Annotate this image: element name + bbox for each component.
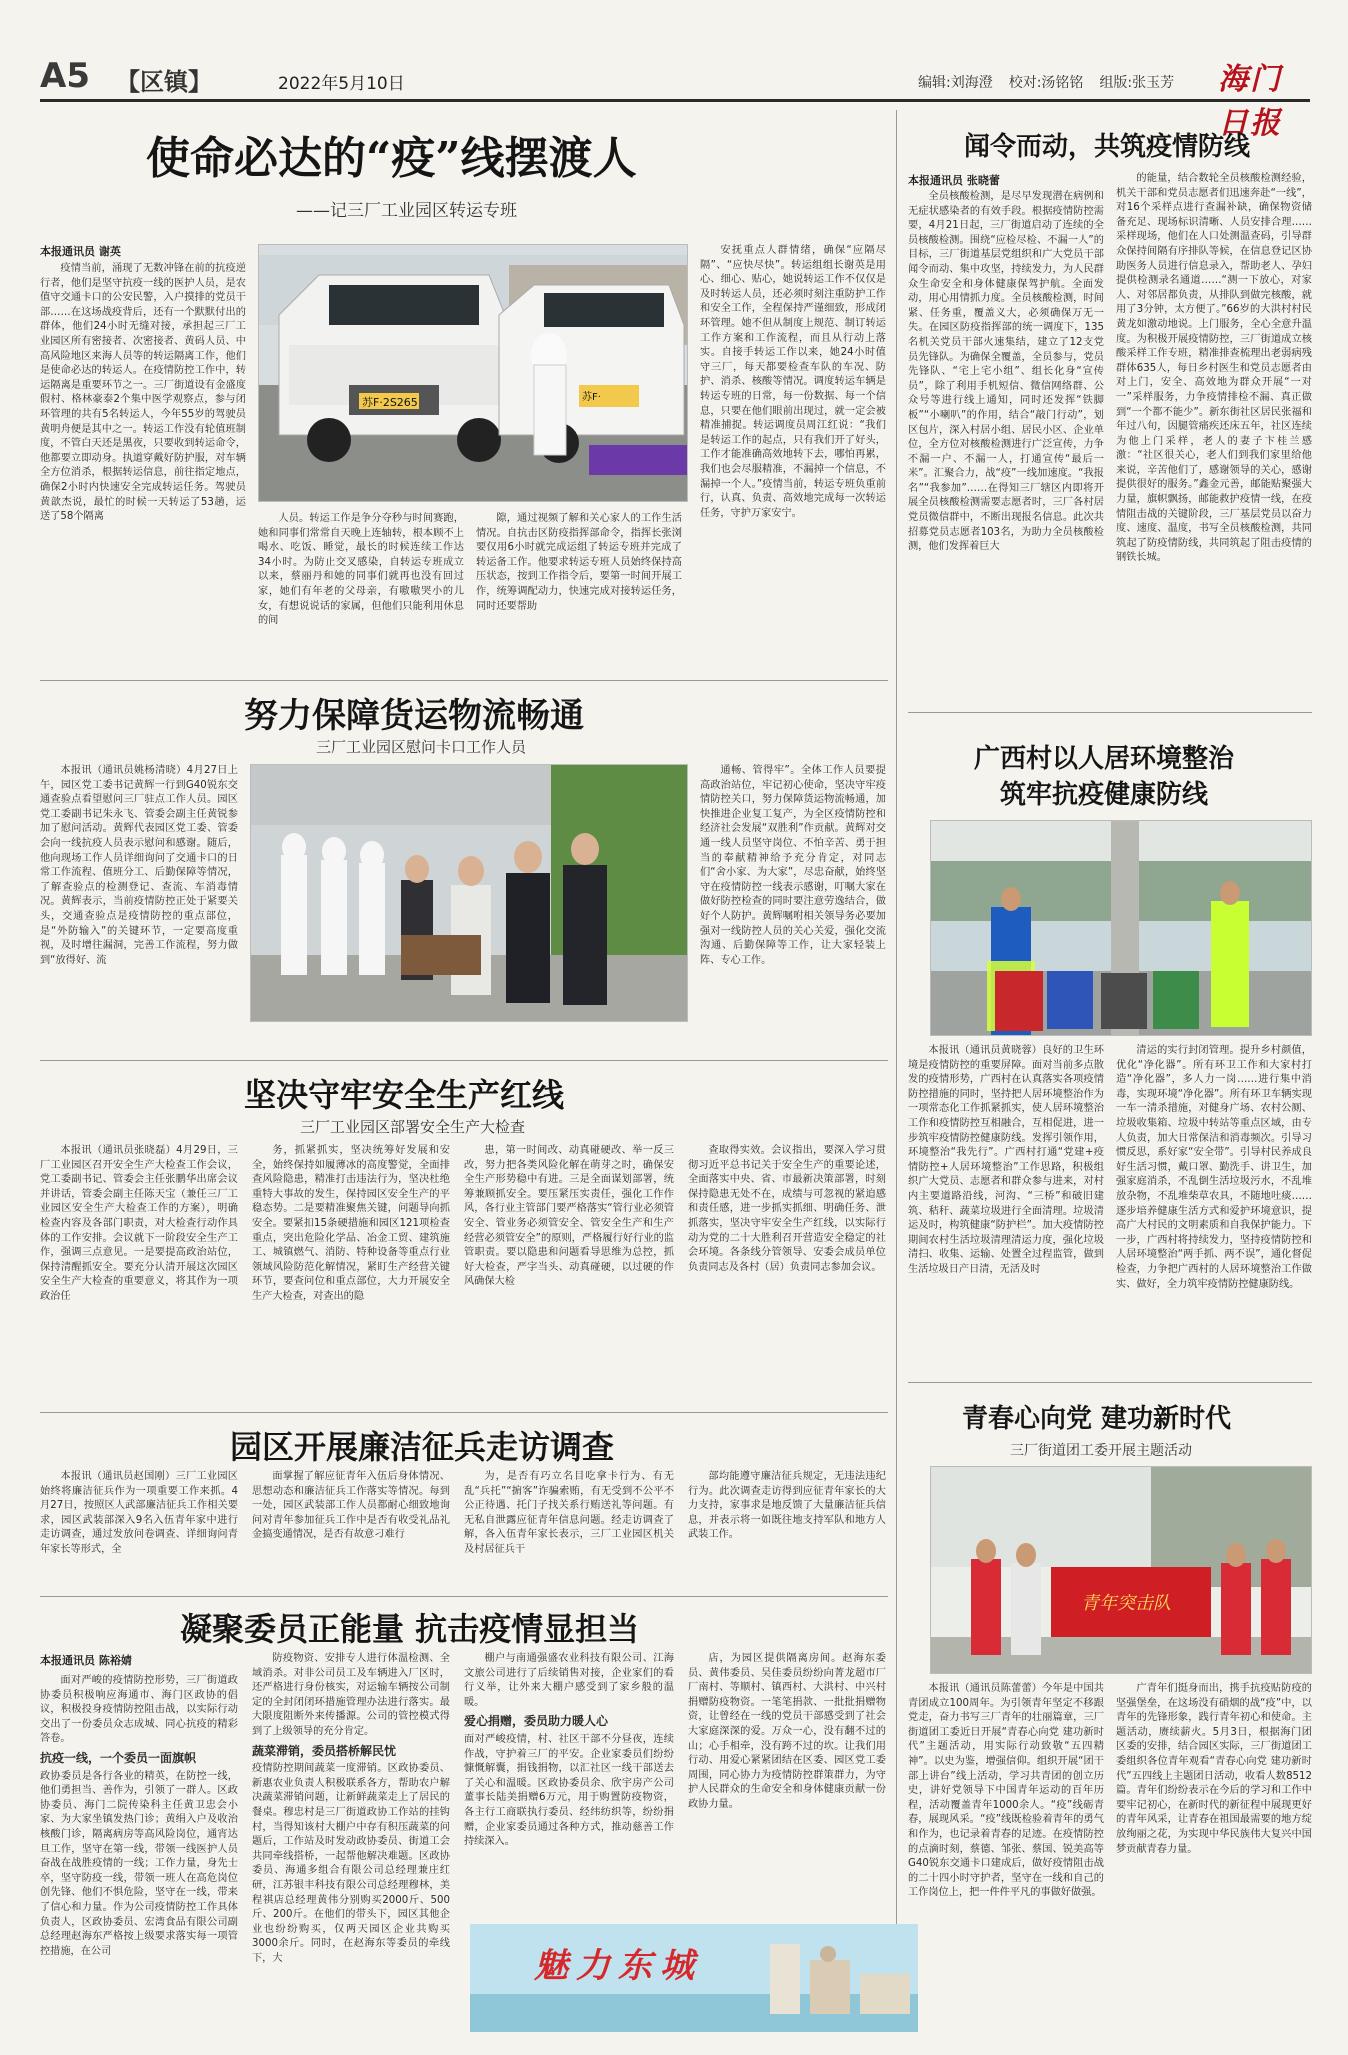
checkpoint-scene-image <box>251 765 688 1022</box>
a1-plate-text: 苏F·2S265 <box>362 396 418 409</box>
promo-banner <box>470 1924 918 2032</box>
ambulance-scene-image <box>259 245 688 502</box>
a5-col3-intro: 棚户与南通强盛农业科技有限公司、江海文旅公司进行了后续销售对接，企业家们的看行义举，让外来大棚户感受到了家乡般的温暖。 <box>464 1653 674 1708</box>
b2-title-line1: 广西村以人居环境整治 <box>974 744 1235 774</box>
a3-subtitle: 三厂工业园区部署安全生产大检查 <box>300 1118 526 1136</box>
staff-credits <box>918 72 1174 92</box>
a4-title: 园区开展廉洁征兵走访调查 <box>230 1428 615 1466</box>
a5-col2-body: 疫情防控期间蔬菜一度滞销。区政协委员、新惠农业负责人积极联系各方，帮助农户解决蔬菜滞销问题，让新鲜蔬菜走上了居民的餐桌。穆忠村是三厂街道政协工作站的挂钩村，当得知该村大棚户中存有积压蔬菜的问题后，工作站及时发动政协委员、街道工会共同牵线搭桥，一起帮他解决难题。区政协委员、海通多组合有限公司总经理兼庄红研，江苏银丰科技有限公司总经理穆林，美程祺店总经理黄伟分别购买2000斤、500斤、200斤。在他们的带头下，园区其他企业也纷纷购买，仅两天园区企业共购买3000余斤。同时，在赵海东等委员的牵线下，大 <box>252 1763 450 1964</box>
a1-body-col3: 隙，通过视频了解和关心家人的工作生活情况。自抗击区防疫指挥部命令，指挥长张浏要仅用6小时就完成运组了转运专班并完成了转运备工作。他要求转运专班人员始终保持高压状态，按到工作指令后，要第一时间开展工作，统筹调配动力，快速完成对接转运任务，同时还要帮助 <box>476 513 682 612</box>
section-name: 【区镇】 <box>116 68 212 96</box>
b3-banner-text: 青年突击队 <box>1081 1593 1171 1614</box>
a1-byline: 本报通讯员 谢英 <box>40 245 121 258</box>
a1-body-col2: 人员。转运工作是争分夺秒与时间赛跑，她和同事们常常自天晚上连轴转，根本顾不上喝水、吃饭、睡觉，最长的时候连续工作达34小时。为防止交叉感染，自转运专班成立以来，蔡丽丹和她的同事们就再也没有回过家，她们有年老的父母亲，有嗷嗷哭小的儿女，有想说说话的家属，但他们只能利用休息的间 <box>258 513 464 627</box>
b2-photo-sanitation <box>930 820 1312 1036</box>
a3-bottom-rule <box>40 1412 888 1413</box>
b3-subtitle: 三厂街道团工委开展主题活动 <box>1010 1443 1192 1459</box>
a5-col3-body: 面对严峻疫情，村、社区干部不分昼夜，连续作战，守护着三厂的平安。企业家委员们纷纷慷慨解囊，捐钱捐物，以汇社区一线干部送去了关心和温暖。区政协委员余、欣宇房产公司董事长陆美捐赠6万元，用于购置防疫物资，各主行工商联执行委员、经纬纺织等，纷纷捐赠，企业家委员通过各种方式，推动慈善工作持续深入。 <box>464 1733 674 1848</box>
a5-col1-intro: 面对严峻的疫情防控形势，三厂街道政协委员积极响应海通市、海门区政协的倡议，积极投身疫情防控阻击战，以实际行动交出了一份委员众志成城、同心抗疫的精彩答卷。 <box>40 1675 238 1745</box>
b2-title-line2: 筑牢抗疫健康防线 <box>1000 780 1209 810</box>
a1-body-col1: 疫情当前，涌现了无数冲锋在前的抗疫逆行者，他们是坚守抗疫一线的医护人员，是农值守交通卡口的公安民警，入户摸排的党员干部……在这场战疫背后，还有一个默默付出的群体，他们24小时无缝对接，承担起三厂工业园区所有密接者、次密接者、黄码人员、中高风险地区来海人员等的转运隔离工作，他们是使命必达的转运人。在疫情防控工作中，转运隔离是重要环节之一。三厂街道设有金盛度假村、格林豪泰2个集中医学观察点，参与闭环管理的共有5名转运人，今年55岁的驾驶员黄明舟便是其中之一。转运工作没有轮值班制度，不管白天还是黑夜，只要收到转运命令，他都要立即动身。执道穿戴好防护服，对车辆全方位消杀，根据转运信息，前往指定地点，确保2小时内快速安全完成转运任务。驾驶员黄歆杰说，最忙的时候一天转运了53趟，运送了58个隔离 <box>40 263 246 523</box>
a1-plate-text-2: 苏F· <box>582 392 601 403</box>
a5-subhead-2: 蔬菜滞销，委员搭桥解民忧 <box>252 1743 397 1758</box>
a2-body-col2: 通畅、管得牢”。全体工作人员要提高政治站位，牢记初心使命，坚决守牢疫情防控关口，努力保障货运物流畅通，加快推进企业复工复产，为全区疫情防控和经济社会发展“双胜利”作贡献。黄辉对交通一线人员坚守岗位、不怕辛苦、勇于担当的奉献精神给予充分肯定，对同志们“舍小家、为大家”，尽忠奋献，始终坚守在疫情防控一线表示感谢，叮嘱大家在做好防控检查的同时要注意劳逸结合，做好个人防护。黄辉嘱咐相关领导务必要加强对一线防控人员的关心关爱，强化交流沟通、后勤保障等工作，让大家轻装上阵、专心工作。 <box>700 765 886 966</box>
b2-body-col1: 本报讯（通讯员黄晓蓉）良好的卫生环境是疫情防控的重要屏障。面对当前多点散发的疫情形势，广西村在认真落实各项疫情防控措施的同时，坚持把人居环境整治作为一项常态化工作抓紧抓实，使人居环境整治工作和疫情防控互相融合，互相促进，进一步筑牢疫情防控健康防线。发挥引领作用，环境整治“我先行”。广西村打通“党建+疫情防控+人居环境整治”工作思路，积极组织广大党员、志愿者和群众参与进来，对村内主要道路沿线，河沟、“三桥”和破旧建筑、秸秆、蔬菜垃圾进行全面清理。垃圾清运及时，构筑健康“防护栏”。加大疫情防控期间农村生活垃圾清理清运力度，强化垃圾清扫、收集、运输、处置全过程监管，做到生活垃圾日产日清，无活及时 <box>908 1045 1104 1275</box>
a2-title: 努力保障货运物流畅通 <box>244 696 584 736</box>
a5-col1-body: 政协委员是各行各业的精英，在防控一线，他们勇担当、善作为，引领了一群人。区政协委员、海门二院传染科主任黄卫忠会小家、为大家坐镇发热门诊；黄绢入户及收治核酸门诊，隔离病房等高风险岗位，通宵达旦工作，坚守在第一线，带领一线医护人员奋战在战胜疫情的一线；工作力量，身先士卒，坚守防疫一线，带领一班人在高危岗位创先锋、他们不惧危险，坚守在一线，带来了信心和力量。作为公司疫情防控工作具体负责人，区政协委员、宏湾食品有限公司副总经理赵海东严格按上级要求落实每一项管控措施，在公司 <box>40 1770 238 1957</box>
a4-body-col4: 部均能遵守廉洁征兵规定，无违法违纪行为。此次调查走访得到应征青年家长的大力支持，家事求是地反馈了大量廉洁征兵信息，并表示将一如既往地支持军队和地方人武装工作。 <box>688 1471 886 1541</box>
a3-body-col2: 务，抓紧抓实，坚决统筹好发展和安全，始终保持如履薄冰的高度警觉，全面排查风险隐患，精准打击违法行为，坚决杜绝重特大事故的发生，保持园区安全生产的平稳态势。二是要精准聚焦关键，问题导向抓安全。要紧扣15条硬措施和园区121项检查重点，突出危险化学品、冶金工贸、建筑施工、城镇燃气、消防、特种设备等重点行业领域风险防范化解情况，紧盯生产经营关键环节，要查问位和重点部位，大力开展安全生产大检查，对查出的隐 <box>252 1145 450 1302</box>
a5-body-col4: 店，为园区提供隔离房间。赵海东委员、黄伟委员、吴佳委员纷纷向菁龙超市厂厂南村、等顺村、镇西村、大洪村、中兴村捐赠防疫物资。一笔笔捐款、一批批捐赠物资，让曾经在一线的党员干部感受到了社会大家庭深深的爱。万众一心，没有翻不过的山；心手相牵，没有跨不过的坎。让我们用行动、用爱心紧紧团结在区委、园区党工委周围，同心协力为疫情防控群策群力，为守护人民群众的生命安全和身体健康贡献一份政协力量。 <box>688 1653 886 1810</box>
proof-credit: 校对:汤铭铭 <box>1008 75 1084 91</box>
b1-bottom-rule <box>908 712 1312 713</box>
page-number: A5 <box>40 56 90 96</box>
promo-text: 魅力东城 <box>534 1946 702 1986</box>
a5-subhead-3: 爱心捐赠，委员助力暖人心 <box>464 1714 609 1729</box>
b1-title: 闻令而动，共筑疫情防线 <box>964 132 1251 162</box>
b3-body-col2: 广青年们挺身而出，携手抗疫贴防疫的坚强堡垒，在这场没有硝烟的战“疫”中，以青年的先锋形象，践行青年初心和使命。主题活动，赓续薪火。5月3日，根据海门团区委的安排，结合园区实际，三厂街道团工委组织各位青年观看“青春心向党 建功新时代”五四线上主题团日活动，收看人数8512篇。青年们纷纷表示在今后的学习和工作中要牢记初心，在新时代的新征程中展现更好的青年风采，让青春在祖国最需要的地方绽放绚丽之花，为实现中华民族伟大复兴中国梦贡献青春力量。 <box>1116 1683 1312 1855</box>
a5-byline: 本报通讯员 陈裕婧 <box>40 1654 132 1667</box>
a1-bottom-rule <box>40 680 888 681</box>
column-divider <box>896 110 897 2030</box>
a3-body-col3: 患，第一时间改、动真碰硬改、举一反三改，努力把各类风险化解在萌芽之时，确保安全生产形势稳中有进。三是全面谋划部署，统筹兼顾抓安全。要压紧压实责任，强化工作作风，各行业主管部门要严格落实“管行业必须管安全、管业务必须管安全、管安全生产和生产经营必须管安全”的原则，严格履行好行业的监管职责。要以隐患和问题看导思维为总控，抓好大检查，严字当头、动真碰硬，以过硬的作风确保大检 <box>464 1145 674 1288</box>
issue-date: 2022年5月10日 <box>278 74 405 94</box>
b3-title: 青春心向党 建功新时代 <box>962 1404 1232 1434</box>
a5-col2-intro: 防疫物资、安排专人进行体温检测、全域消杀。对非公司员工及车辆进入厂区时，还严格进行身份核实，对运输车辆按公司制定的全封闭闭环措施管理办法进行落实。最大限度阻断外来传播源。公司的管控模式得到了上级领导的充分肯定。 <box>252 1653 450 1737</box>
a2-subtitle: 三厂工业园区慰问卡口工作人员 <box>316 738 527 756</box>
a2-bottom-rule <box>40 1060 888 1061</box>
a5-body-col2 <box>252 1652 450 2028</box>
b3-photo-youth-team <box>930 1466 1312 1674</box>
a4-body-col3: 为，是否有巧立名目吃拿卡行为、有无乱“兵托”“掮客”诈骗索贿，有无受到不公平不公正待遇、托门子找关系行贿送礼等问题。有无私自泄露应征青年信息问题。经走访调查了解，各入伍青年家长表示，三厂工业园区机关及村居征兵干 <box>464 1471 674 1555</box>
b1-body-col2: 的能量，结合数轮全员核酸检测经验，机关干部和党员志愿者们迅速奔赴“一线”，对16个采样点进行查漏补缺，确保物资储备充足、现场标识清晰、人员安排合理……采样现场，他们在人口处测温查码，引导群众保持间隔有序排队等候，在信息登记区协助医务人员进行信息录入，帮助老人、孕妇提供检测录名通道……“测一下放心，对家人、对邻居都负责，从排队到做完核酸，就用了3分钟，太方便了。”66岁的大洪村村民黄龙如激动地说。上门服务，全心全意升温度。为积极开展疫情防控，三厂街道成立核酸采样工作专班，精准排查梳理出老弱病残群体635人，每日乡村医生和党员志愿者由对上门，安全、高效地为群众开展“一对一”采样服务，力争疫情排检不漏、真正做到“一个都不能少”。新东街社区居民张福和年过八旬，因腿管痛疾还床五年，社区连续为他上门采样，老人的妻子卞桂兰感激：“社区很关心，老人们到我们家里给他来说，辛苦他们了，感谢领导的关心，感谢提供很好的服务。”鑫金元善，邮能贴聚强大力量，旗帜飘扬，邮能救护疫情一线，在疫情阻击战的关键阶段，三厂基层党员以奋力度、速度、温度，书写全员核酸检测，共同筑起了防疫情防线，共同筑起了阻击疫情的钢铁长城。 <box>1116 173 1312 564</box>
b3-body-col1: 本报讯（通讯员陈蕾蕾）今年是中国共青团成立100周年。为引领青年坚定不移跟党走，奋力书写三厂青年的壮丽篇章，三厂街道团工委近日开展“青春心向党 建功新时代”主题活动，用实际行动致敬“五四精神”。以史为鉴，增强信仰。组织开展“团干部上讲台”线上活动，学习共青团的创立历史，讲好党领导下中国青年运动的百年历程，活动覆盖青年1000余人。“疫”线砺青春，展现风采。“疫”线既检验着青年的勇气和作为，也记录着青春的足迹。在疫情防控的点滴时刻，蔡德、邹张、蔡国、锐美高等G40锐东交通卡口建成后，做好疫情阻击战的二十四小时守护者，坚守在一线和自己的工作岗位上，把一件件平凡的事做好做强。 <box>908 1683 1104 1899</box>
a4-bottom-rule <box>40 1596 888 1597</box>
b2-body-col2: 清运的实行封闭管理。提升乡村颜值，优化“净化器”。所有环卫工作和大家村打造“净化器”，多人力一岗……进行集中消毒，实现环境“净化器”。所有环卫车辆实现一车一清杀措施，对健身广场、农村公厕、垃圾收集箱、垃圾中转站等重点区域，由专人负责，加大日常保洁和消毒频次。引导习惯反思，系好家“安全带”。引导村民养成良好生活习惯，戴口罩、勤洗手、讲卫生，加强家庭消杀，不乱倒生活垃圾污水，不乱堆放杂物，不乱堆柴草农具，不随地吐痰……逐步培养健康生活方式和爱护环境意识，提高广大村民的文明素质和自我保护能力。下一步，广西村将持续发力，坚持疫情防控和人居环境整治“两手抓、两不误”，通化督促检查，力争把广西村的人居环境整治工作做实、做好，全力筑牢疫情防控健康防线。 <box>1116 1045 1312 1290</box>
a2-photo-checkpoint <box>250 764 688 1022</box>
a5-subhead-1: 抗疫一线，一个委员一面旗帜 <box>40 1750 197 1765</box>
a4-body-col2: 面掌握了解应征青年入伍后身体情况、思想动态和廉洁征兵工作落实等情况。每到一处，园区武装部工作人员都耐心细致地询问对青年参加征兵工作中是否有收受礼品礼金搞变通情况，是否有故意刁难行 <box>252 1471 450 1541</box>
newspaper-logo: 海门日报 <box>1218 62 1282 141</box>
sanitation-scene-image <box>931 821 1312 1036</box>
a1-subtitle: ——记三厂工业园区转运专班 <box>296 201 517 221</box>
design-credit: 组版:张玉芳 <box>1099 75 1175 91</box>
b1-byline: 本报通讯员 张晓蕾 <box>908 174 1000 187</box>
a3-body-col1: 本报讯（通讯员张晓磊）4月29日，三厂工业园区召开安全生产大检查工作会议，党工委副书记、管委会主任张鹏华出席会议并讲话，管委会副主任陈天宝（兼任三厂工业园区安全生产大检查工作的方案），明确检查内容及各部门职责，对大检查行动作具体的工作安排。会议就下一阶段安全生产工作，强调三点意见。一是要提高政治站位，保持清醒抓安全。要充分认清开展这次园区安全生产大检查的重要意义，将其作为一项政治任 <box>40 1145 238 1302</box>
a5-title: 凝聚委员正能量 抗击疫情显担当 <box>180 1610 640 1648</box>
a2-body-col1: 本报讯（通讯员姚杨清晓）4月27日上午，园区党工委书记黄辉一行到G40锐东交通查验点看望慰问三厂驻点工作人员。园区党工委副书记朱永飞、管委会副主任黄锐参加了慰问活动。黄辉代表园区党工委、管委会向一线抗疫人员表示慰问和感谢。随后，他向现场工作人员详细询问了交通卡口的日常工作流程、值班分工、后勤保障等情况，了解查验点的检测登记、查流、车消毒情况。黄辉表示，当前疫情防控正处于紧要关头，交通查验点是疫情防控的重点部位，是“外防输入”的关键环节，一定要高度重视，及时增往漏洞，完善工作流程，努力做到“放得好、流 <box>40 765 238 966</box>
b2-bottom-rule <box>908 1382 1312 1383</box>
a5-body-col3 <box>464 1652 674 1914</box>
a5-body-col1 <box>40 1674 238 2028</box>
a3-title: 坚决守牢安全生产红线 <box>244 1076 565 1114</box>
a1-body-col4: 安抚重点人群情绪，确保“应隔尽隔”、“应快尽快”。转运组组长谢英是用心、细心、贴心，她说转运工作不仅仅是及时转运人员，还必须时刻注重防护工作和安全工作，全程保持严谨细致，形成闭环管理。她不但从制度上规范、制订转运工作方案和工作流程，而且从行动上落实。自接手转运工作以来，她24小时值守三厂，每天都要检查车队的车况、防护、消杀、核酸等情况。调度转运车辆是转运专班的日常，每一份数据、每一个信息，只要在他们眼前出现过，就一定会被精准捕捉。转运调度员周江红说：“我们是转运工作的起点，只有我们开了好头，工作才能准确高效地转下去，哪怕再累，我们也会尽服精准，不漏掉一个信息，不漏掉一个人。”疫情当前，转运专班负重前行，认真、负责、高效地完成每一次转运任务，守护万家安宁。 <box>700 245 886 519</box>
a3-body-col4: 查取得实效。会议指出，要深入学习贯彻习近平总书记关于安全生产的重要论述，全面落实中央、省、市最新决策部署，时刻保持隐患无处不在，成绩与可忽视的紧迫感和责任感，进一步抓实抓细、明确任务、泄抓落实，坚决守牢安全生产红线，以实际行动为党的二十大胜利召开营造安全稳定的社会环境。各条线分管领导、安委会成员单位负责同志及各村（居）负责同志参加会议。 <box>688 1145 886 1273</box>
masthead <box>40 52 1310 141</box>
b1-body-col1: 全员核酸检测，是尽早发现潜在病例和无症状感染者的有效手段。根据疫情防控需要，4月21日起，三厂街道启动了连续的全员核酸检测。围绕“应检尽检、不漏一人”的目标，三厂街道基层党组织和广大党员干部闻令而动、集中攻坚，持续发力，为人民群众生命安全和身体健康保驾护航。全面发动，用心用情抓力度。全员核酸检测，时间紧、任务重，覆盖义大，必须确保万无一失。在园区防疫指挥部的统一调度下，135名机关党员干部火速集结，建立了12支党员先锋队。为确保全覆盖，全员参与，党员先锋队、“宅上宅小组”、组长化身“宣传员”，除了利用手机短信、微信网络群、公众号等进行线上通知，同时还发挥“铁脚板”“小喇叭”的作用，结合“敲门行动”，划区包片，深入村居小组、居民小区、企业单位，全方位对核酸检测进行广泛宣传，力争不漏一户、不漏一人，打通宣传“最后一米”。汇聚合力，战“疫”一线加速度。“我报名”“我参加”……在得知三厂辖区内即将开展全员核酸检测需要志愿者时，三厂各村居党员微信群中，不断出现报名信息。此次共招募党员志愿者103名，为助力全员核酸检测，他们发挥着巨大 <box>908 191 1104 553</box>
youth-team-image <box>931 1467 1312 1674</box>
a1-photo-ambulances <box>258 244 688 502</box>
a4-body-col1: 本报讯（通讯员赵国刚）三厂工业园区始终将廉洁征兵作为一项重要工作来抓。4月27日，按照区人武部廉洁征兵工作相关要求，园区武装部深入9名入伍青年家中进行走访调查，通过发放问卷调查、详细询问青年家长等形式，全 <box>40 1471 238 1555</box>
editor-credit: 编辑:刘海澄 <box>918 75 993 91</box>
a1-title: 使命必达的“疫”线摆渡人 <box>146 133 637 184</box>
